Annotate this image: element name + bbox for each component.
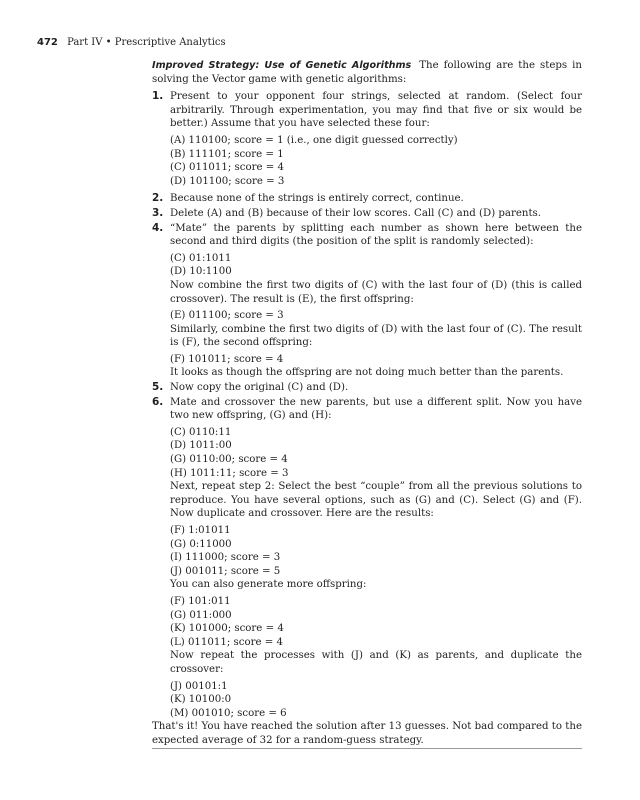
step-number: 5. xyxy=(152,381,164,394)
step-text: Mate and crossover the new parents, but use a different split. Now you have two new offspring, (G) and (H): xyxy=(170,396,582,422)
string-line: (H) 1011:11; score = 3 xyxy=(170,467,289,479)
step-6-repeat-process-text: Now repeat the processes with (J) and (K) as parents, and duplicate the crossover: xyxy=(170,650,582,675)
string-line: (F) 101:011 xyxy=(170,595,231,607)
string-line: (I) 111000; score = 3 xyxy=(170,552,281,564)
step-number: 1. xyxy=(152,90,164,103)
running-title: Part IV • Prescriptive Analytics xyxy=(67,37,226,48)
section-run-in-heading: Improved Strategy: Use of Genetic Algorithms xyxy=(152,60,412,71)
step-number: 6. xyxy=(152,395,164,408)
string-line: (B) 111101; score = 1 xyxy=(170,148,284,160)
step-number: 4. xyxy=(152,221,164,234)
step-6-strings-b xyxy=(152,524,582,578)
string-line: (L) 011011; score = 4 xyxy=(170,636,283,648)
string-line: (F) 1:01011 xyxy=(170,525,231,536)
step-4-second-offspring-text: Similarly, combine the first two digits of (D) with the last four of (C). The result is (F), the second offspring: xyxy=(170,323,582,349)
step-4-crossover-text: Now combine the first two digits of (C) with the last four of (D) (this is called crossover). The result is (E), the first offspring: xyxy=(170,279,582,305)
step-6-strings-a xyxy=(152,426,582,480)
string-line: (G) 0110:00; score = 4 xyxy=(170,454,288,466)
string-line: (F) 101011; score = 4 xyxy=(170,353,284,365)
string-line: (J) 001011; score = 5 xyxy=(170,565,281,577)
string-line: (K) 10100:0 xyxy=(170,694,232,706)
step-3 xyxy=(152,207,582,221)
string-line: (D) 10:1100 xyxy=(170,266,232,278)
step-text: “Mate” the parents by splitting each number as shown here between the second and third digits (the position of the split is randomly selected): xyxy=(170,222,582,248)
step-1-strings xyxy=(152,134,582,188)
step-1 xyxy=(152,90,582,131)
step-4-observation: It looks as though the offspring are not doing much better than the parents. xyxy=(170,367,564,379)
intro-text: The following are the steps in solving the Vector game with genetic algorithms: xyxy=(152,60,582,85)
string-line: (M) 001010; score = 6 xyxy=(170,707,287,719)
step-4 xyxy=(152,222,582,249)
step-number: 3. xyxy=(152,206,164,219)
page-body xyxy=(152,59,582,748)
string-line: (K) 101000; score = 4 xyxy=(170,623,284,635)
closing-paragraph: That's it! You have reached the solution after 13 guesses. Not bad compared to the expected average of 32 for a random-guess strategy. xyxy=(152,721,582,746)
page-number: 472 xyxy=(37,37,58,48)
step-5 xyxy=(152,381,582,395)
string-line: (C) 0110:11 xyxy=(170,426,232,438)
string-line: (G) 011:000 xyxy=(170,609,232,621)
step-6-strings-d xyxy=(152,680,582,721)
string-line: (C) 01:1011 xyxy=(170,252,232,264)
string-line: (J) 00101:1 xyxy=(170,680,228,692)
step-6-more-offspring-text: You can also generate more offspring: xyxy=(170,579,367,591)
step-6-strings-c xyxy=(152,595,582,649)
step-4-offspring-f xyxy=(152,353,582,367)
step-6 xyxy=(152,396,582,423)
running-header xyxy=(37,37,226,48)
step-text: Because none of the strings is entirely correct, continue. xyxy=(170,193,464,205)
bottom-rule xyxy=(152,748,582,749)
step-number: 2. xyxy=(152,192,164,205)
string-line: (E) 011100; score = 3 xyxy=(170,310,284,322)
step-4-offspring-e xyxy=(152,309,582,323)
string-line: (G) 0:11000 xyxy=(170,538,232,550)
step-6-repeat-text: Next, repeat step 2: Select the best “couple” from all the previous solutions to reproduce. You have several options, such as (G) and (C). Select (G) and (F). Now duplicate and crossover. Here are the results: xyxy=(170,481,582,520)
string-line: (D) 101100; score = 3 xyxy=(170,175,285,187)
string-line: (A) 110100; score = 1 (i.e., one digit guessed correctly) xyxy=(170,134,458,146)
string-line: (C) 011011; score = 4 xyxy=(170,162,285,174)
string-line: (D) 1011:00 xyxy=(170,440,232,452)
step-text: Delete (A) and (B) because of their low scores. Call (C) and (D) parents. xyxy=(170,207,542,219)
intro-paragraph xyxy=(152,59,582,86)
step-text: Now copy the original (C) and (D). xyxy=(170,382,349,394)
step-text: Present to your opponent four strings, selected at random. (Select four arbitrarily. Through experimentation, you may find that five or six would be better.) Assume that you have selected these four: xyxy=(170,91,582,130)
step-2 xyxy=(152,192,582,206)
step-4-split-strings xyxy=(152,252,582,279)
